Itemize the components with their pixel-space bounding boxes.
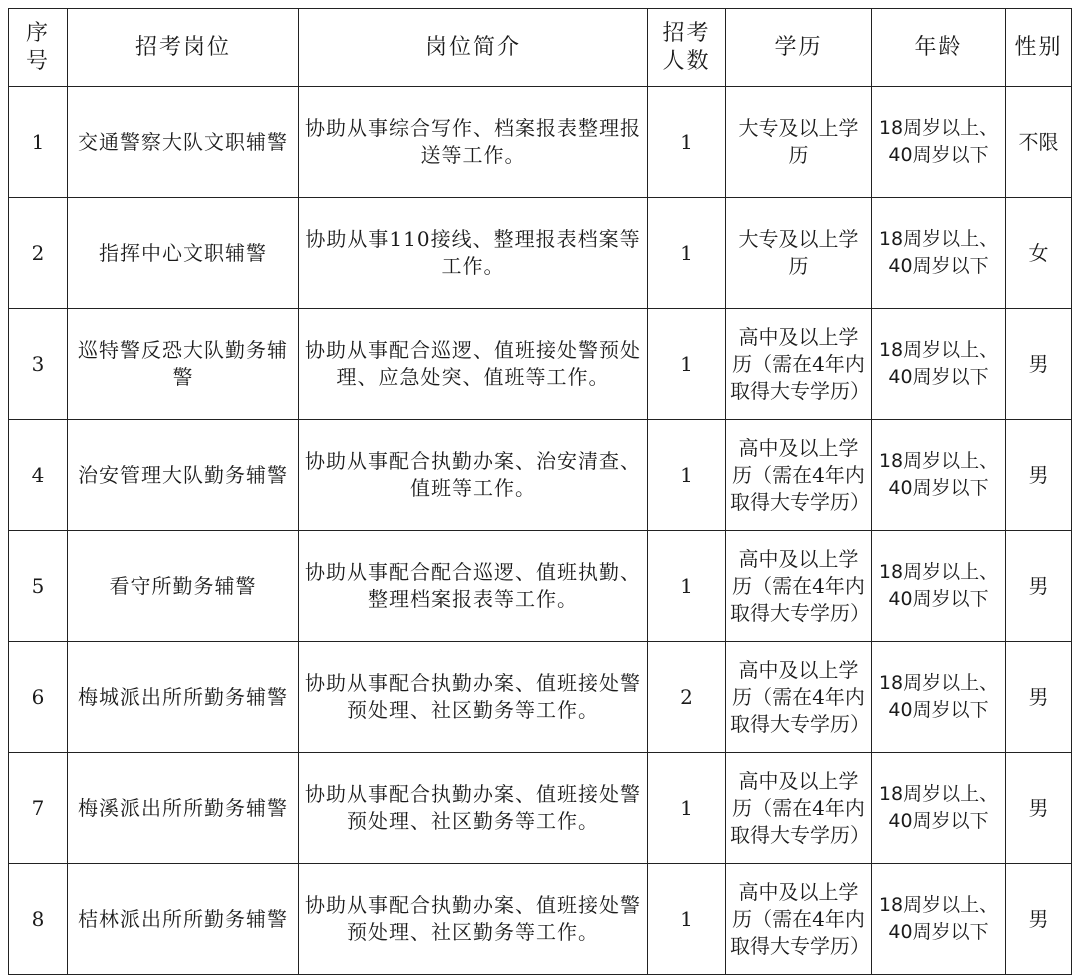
cell-no: 1	[9, 87, 68, 198]
cell-description: 协助从事配合执勤办案、值班接处警预处理、社区勤务等工作。	[299, 864, 648, 975]
header-no: 序号	[9, 9, 68, 87]
cell-count: 1	[648, 864, 726, 975]
cell-age: 18周岁以上、40周岁以下	[872, 198, 1006, 309]
cell-position: 指挥中心文职辅警	[68, 198, 299, 309]
cell-description: 协助从事综合写作、档案报表整理报送等工作。	[299, 87, 648, 198]
cell-count: 1	[648, 753, 726, 864]
table-row	[9, 87, 1072, 198]
cell-education: 大专及以上学历	[726, 198, 872, 309]
cell-position: 交通警察大队文职辅警	[68, 87, 299, 198]
cell-gender: 男	[1006, 309, 1072, 420]
cell-age: 18周岁以上、40周岁以下	[872, 87, 1006, 198]
cell-gender: 女	[1006, 198, 1072, 309]
table-row	[9, 531, 1072, 642]
cell-count: 1	[648, 87, 726, 198]
header-row	[9, 9, 1072, 87]
cell-no: 8	[9, 864, 68, 975]
cell-gender: 男	[1006, 642, 1072, 753]
cell-no: 7	[9, 753, 68, 864]
recruitment-table-container	[8, 8, 1072, 975]
table-row	[9, 198, 1072, 309]
table-row	[9, 309, 1072, 420]
cell-position: 看守所勤务辅警	[68, 531, 299, 642]
table-row	[9, 420, 1072, 531]
cell-education: 大专及以上学历	[726, 87, 872, 198]
cell-description: 协助从事配合执勤办案、值班接处警预处理、社区勤务等工作。	[299, 753, 648, 864]
cell-count: 1	[648, 309, 726, 420]
header-age: 年龄	[872, 9, 1006, 87]
header-description: 岗位简介	[299, 9, 648, 87]
cell-gender: 男	[1006, 420, 1072, 531]
cell-position: 桔林派出所所勤务辅警	[68, 864, 299, 975]
cell-education: 高中及以上学历（需在4年内取得大专学历）	[726, 420, 872, 531]
table-row	[9, 864, 1072, 975]
cell-no: 4	[9, 420, 68, 531]
cell-description: 协助从事110接线、整理报表档案等工作。	[299, 198, 648, 309]
cell-position: 治安管理大队勤务辅警	[68, 420, 299, 531]
header-education: 学历	[726, 9, 872, 87]
cell-age: 18周岁以上、40周岁以下	[872, 642, 1006, 753]
cell-description: 协助从事配合巡逻、值班接处警预处理、应急处突、值班等工作。	[299, 309, 648, 420]
cell-count: 2	[648, 642, 726, 753]
cell-age: 18周岁以上、40周岁以下	[872, 309, 1006, 420]
header-position: 招考岗位	[68, 9, 299, 87]
header-count: 招考人数	[648, 9, 726, 87]
cell-gender: 男	[1006, 531, 1072, 642]
cell-gender: 男	[1006, 864, 1072, 975]
cell-age: 18周岁以上、40周岁以下	[872, 531, 1006, 642]
cell-count: 1	[648, 198, 726, 309]
cell-position: 巡特警反恐大队勤务辅警	[68, 309, 299, 420]
cell-education: 高中及以上学历（需在4年内取得大专学历）	[726, 753, 872, 864]
cell-count: 1	[648, 420, 726, 531]
cell-gender: 男	[1006, 753, 1072, 864]
cell-no: 5	[9, 531, 68, 642]
cell-no: 3	[9, 309, 68, 420]
cell-description: 协助从事配合执勤办案、治安清查、值班等工作。	[299, 420, 648, 531]
cell-description: 协助从事配合执勤办案、值班接处警预处理、社区勤务等工作。	[299, 642, 648, 753]
table-row	[9, 753, 1072, 864]
cell-position: 梅城派出所所勤务辅警	[68, 642, 299, 753]
cell-position: 梅溪派出所所勤务辅警	[68, 753, 299, 864]
table-row	[9, 642, 1072, 753]
cell-age: 18周岁以上、40周岁以下	[872, 864, 1006, 975]
cell-education: 高中及以上学历（需在4年内取得大专学历）	[726, 864, 872, 975]
cell-no: 2	[9, 198, 68, 309]
cell-age: 18周岁以上、40周岁以下	[872, 753, 1006, 864]
cell-age: 18周岁以上、40周岁以下	[872, 420, 1006, 531]
cell-count: 1	[648, 531, 726, 642]
cell-education: 高中及以上学历（需在4年内取得大专学历）	[726, 531, 872, 642]
cell-gender: 不限	[1006, 87, 1072, 198]
cell-education: 高中及以上学历（需在4年内取得大专学历）	[726, 309, 872, 420]
header-gender: 性别	[1006, 9, 1072, 87]
cell-no: 6	[9, 642, 68, 753]
cell-education: 高中及以上学历（需在4年内取得大专学历）	[726, 642, 872, 753]
cell-description: 协助从事配合配合巡逻、值班执勤、整理档案报表等工作。	[299, 531, 648, 642]
recruitment-table	[8, 8, 1072, 975]
